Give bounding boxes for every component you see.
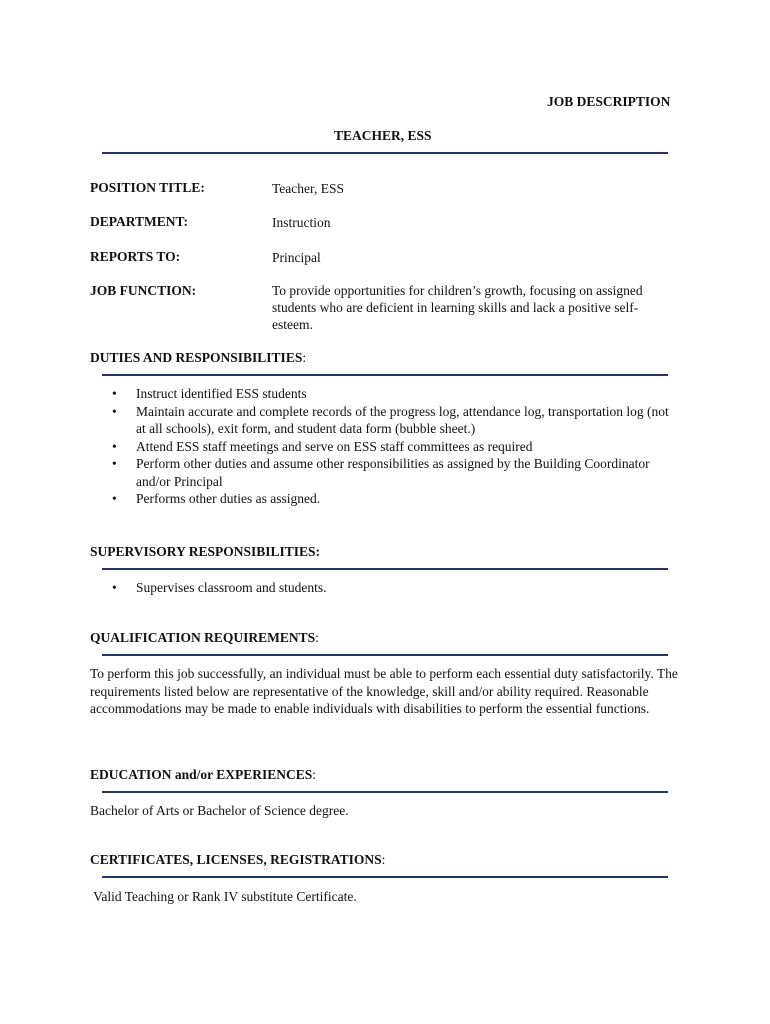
education-divider	[102, 791, 668, 793]
job-function-value: To provide opportunities for children’s growth, focusing on assigned students who are deficient in learning skills and lack a positive self-esteem.	[272, 283, 643, 332]
duties-divider	[102, 374, 668, 376]
list-item: • Maintain accurate and complete records of the progress log, attendance log, transportation log (not at all schools), exit form, and student data form (bubble sheet.)	[112, 403, 669, 436]
job-function-label: JOB FUNCTION:	[90, 283, 197, 298]
duties-list	[112, 385, 672, 508]
duties-heading: DUTIES AND RESPONSIBILITIES:	[90, 350, 307, 365]
qualification-text: To perform this job successfully, an individual must be able to perform each essential duty satisfactorily. The requirements listed below are representative of the knowledge, skill and/or ability required. Reasonable accommodations may be made to enable individuals with disabilities to perform the essential functions.	[90, 666, 678, 716]
department-label: DEPARTMENT:	[90, 214, 189, 229]
supervisory-list	[112, 579, 672, 597]
position-title-label: POSITION TITLE:	[90, 180, 205, 195]
education-heading: EDUCATION and/or EXPERIENCES:	[90, 767, 317, 782]
list-item: • Perform other duties and assume other responsibilities as assigned by the Building Coordinator and/or Principal	[112, 456, 650, 489]
list-item: • Performs other duties as assigned.	[112, 491, 321, 506]
certificates-divider	[102, 876, 668, 878]
qualification-divider	[102, 654, 668, 656]
qualification-heading: QUALIFICATION REQUIREMENTS:	[90, 630, 319, 645]
certificates-heading: CERTIFICATES, LICENSES, REGISTRATIONS:	[90, 852, 386, 867]
list-item: • Supervises classroom and students.	[112, 580, 327, 595]
position-title-value: Teacher, ESS	[272, 181, 344, 196]
list-item: • Instruct identified ESS students	[112, 386, 307, 401]
supervisory-heading: SUPERVISORY RESPONSIBILITIES:	[90, 544, 320, 559]
job-title-heading: TEACHER, ESS	[334, 128, 432, 143]
reports-to-label: REPORTS TO:	[90, 249, 181, 264]
list-item: • Attend ESS staff meetings and serve on ESS staff committees as required	[112, 438, 533, 454]
header-divider	[102, 152, 668, 154]
certificates-text: Valid Teaching or Rank IV substitute Certificate.	[90, 889, 357, 904]
supervisory-divider	[102, 568, 668, 570]
doc-type-heading: JOB DESCRIPTION	[547, 94, 671, 109]
reports-to-value: Principal	[272, 250, 321, 265]
department-value: Instruction	[272, 215, 331, 230]
education-text: Bachelor of Arts or Bachelor of Science degree.	[90, 803, 349, 818]
